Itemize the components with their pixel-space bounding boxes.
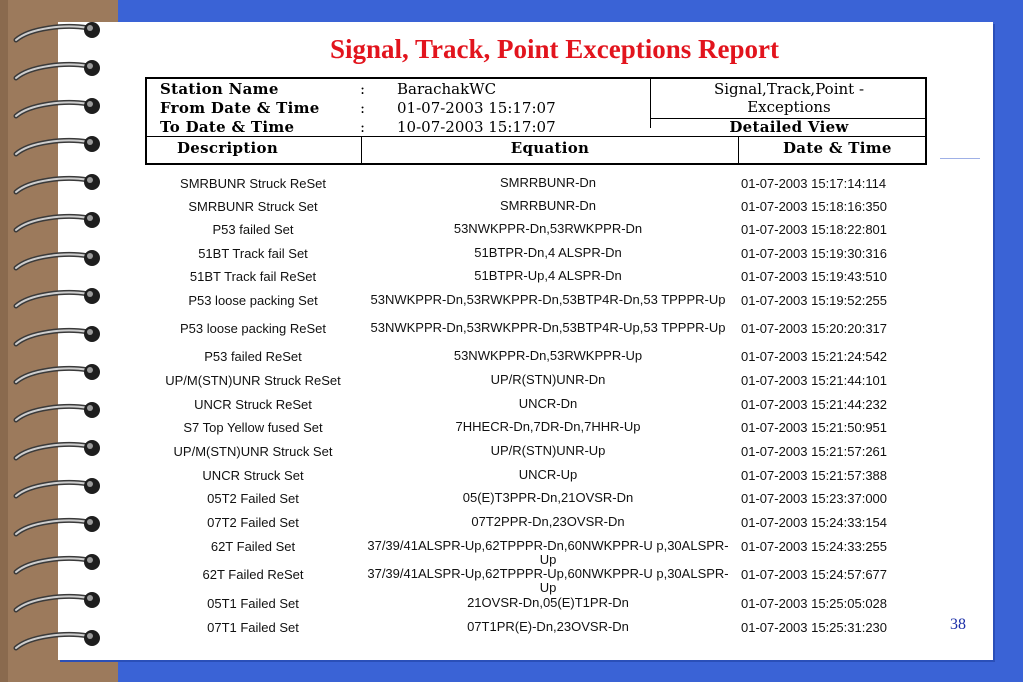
report-type-line1: Signal,Track,Point -: [713, 80, 865, 98]
row-datetime: 01-07-2003 15:19:52:255: [741, 293, 888, 308]
row-equation: UP/R(STN)UNR-Up: [490, 443, 606, 458]
row-equation: 37/39/41ALSPR-Up,62TPPPR-Up,60NWKPPR-U p,30ALSPR-Up: [367, 566, 729, 595]
row-datetime: 01-07-2003 15:25:05:028: [741, 596, 888, 611]
row-description: 07T1 Failed Set: [207, 620, 299, 635]
station-label: Station Name: [160, 80, 279, 98]
spiral-ring-icon: [10, 170, 100, 200]
spiral-ring-icon: [10, 588, 100, 618]
row-equation: 7HHECR-Dn,7DR-Dn,7HHR-Up: [455, 419, 641, 434]
row-description: SMRBUNR Struck Set: [188, 199, 318, 214]
from-value: 01-07-2003 15:17:07: [397, 99, 556, 117]
row-datetime: 01-07-2003 15:25:31:230: [741, 620, 888, 635]
row-description: 51BT Track fail ReSet: [189, 269, 317, 284]
row-equation: 05(E)T3PPR-Dn,21OVSR-Dn: [462, 490, 634, 505]
report-title: Signal, Track, Point Exceptions Report: [330, 34, 780, 64]
row-equation: 53NWKPPR-Dn,53RWKPPR-Up: [453, 348, 643, 363]
row-description: 05T1 Failed Set: [207, 596, 299, 611]
row-equation: 53NWKPPR-Dn,53RWKPPR-Dn: [453, 221, 643, 236]
header-divider-h2: [147, 136, 927, 137]
spiral-ring-icon: [10, 550, 100, 580]
spiral-ring-icon: [10, 360, 100, 390]
row-description: UP/M(STN)UNR Struck Set: [173, 444, 333, 459]
row-description: 07T2 Failed Set: [207, 515, 299, 530]
row-datetime: 01-07-2003 15:18:22:801: [741, 222, 888, 237]
to-sep: :: [360, 118, 366, 136]
header-divider-v3: [738, 136, 739, 165]
row-equation: 07T1PR(E)-Dn,23OVSR-Dn: [467, 619, 629, 634]
row-datetime: 01-07-2003 15:24:57:677: [741, 567, 888, 582]
spiral-ring-icon: [10, 284, 100, 314]
row-description: P53 loose packing ReSet: [180, 321, 326, 336]
row-datetime: 01-07-2003 15:18:16:350: [741, 199, 888, 214]
spiral-ring-icon: [10, 436, 100, 466]
row-datetime: 01-07-2003 15:24:33:255: [741, 539, 888, 554]
decorative-line: [940, 158, 980, 159]
spiral-ring-icon: [10, 246, 100, 276]
spiral-ring-icon: [10, 208, 100, 238]
spiral-ring-icon: [10, 94, 100, 124]
report-type-line2: Exceptions: [747, 98, 831, 116]
row-datetime: 01-07-2003 15:21:57:261: [741, 444, 888, 459]
row-description: SMRBUNR Struck ReSet: [180, 176, 326, 191]
spiral-ring-icon: [10, 512, 100, 542]
row-equation: 51BTPR-Up,4 ALSPR-Dn: [474, 268, 622, 283]
spiral-ring-icon: [10, 56, 100, 86]
row-equation: UNCR-Dn: [518, 396, 578, 411]
row-equation: 53NWKPPR-Dn,53RWKPPR-Dn,53BTP4R-Up,53 TPPPR-Up: [370, 320, 726, 335]
row-equation: 07T2PPR-Dn,23OVSR-Dn: [471, 514, 625, 529]
row-description: 05T2 Failed Set: [207, 491, 299, 506]
row-equation: 51BTPR-Dn,4 ALSPR-Dn: [474, 245, 622, 260]
row-equation: SMRRBUNR-Dn: [499, 198, 597, 213]
report-header-box: [145, 77, 927, 165]
col-header-description: Description: [177, 139, 279, 157]
row-description: UP/M(STN)UNR Struck ReSet: [165, 373, 341, 388]
view-mode: Detailed View: [729, 118, 849, 136]
spiral-ring-icon: [10, 322, 100, 352]
row-description: P53 failed Set: [212, 222, 294, 237]
row-datetime: 01-07-2003 15:21:24:542: [741, 349, 888, 364]
row-datetime: 01-07-2003 15:21:44:232: [741, 397, 888, 412]
spiral-ring-icon: [10, 398, 100, 428]
row-description: UNCR Struck ReSet: [194, 397, 312, 412]
row-datetime: 01-07-2003 15:17:14:114: [741, 176, 887, 191]
row-datetime: 01-07-2003 15:21:44:101: [741, 373, 888, 388]
spiral-ring-icon: [10, 626, 100, 656]
binding-edge: [0, 0, 8, 682]
spiral-ring-icon: [10, 132, 100, 162]
from-sep: :: [360, 99, 366, 117]
row-datetime: 01-07-2003 15:24:33:154: [741, 515, 888, 530]
row-datetime: 01-07-2003 15:21:50:951: [741, 420, 888, 435]
row-description: 62T Failed Set: [210, 539, 296, 554]
row-equation: 37/39/41ALSPR-Up,62TPPPR-Dn,60NWKPPR-U p,30ALSPR-Up: [367, 538, 729, 567]
row-description: UNCR Struck Set: [202, 468, 304, 483]
to-label: To Date & Time: [160, 118, 295, 136]
station-sep: :: [360, 80, 366, 98]
row-description: 62T Failed ReSet: [202, 567, 304, 582]
row-description: P53 failed ReSet: [204, 349, 302, 364]
to-value: 10-07-2003 15:17:07: [397, 118, 556, 136]
row-datetime: 01-07-2003 15:19:30:316: [741, 246, 888, 261]
row-description: S7 Top Yellow fused Set: [183, 420, 323, 435]
page-number: 38: [950, 616, 966, 633]
col-header-equation: Equation: [510, 139, 590, 157]
row-equation: 53NWKPPR-Dn,53RWKPPR-Dn,53BTP4R-Dn,53 TPPPR-Up: [370, 292, 726, 307]
row-equation: UNCR-Up: [518, 467, 578, 482]
row-datetime: 01-07-2003 15:23:37:000: [741, 491, 888, 506]
from-label: From Date & Time: [160, 99, 320, 117]
station-value: BarachakWC: [397, 80, 497, 98]
row-description: P53 loose packing Set: [188, 293, 318, 308]
row-datetime: 01-07-2003 15:21:57:388: [741, 468, 888, 483]
row-equation: 21OVSR-Dn,05(E)T1PR-Dn: [467, 595, 629, 610]
row-description: 51BT Track fail Set: [198, 246, 308, 261]
row-datetime: 01-07-2003 15:19:43:510: [741, 269, 888, 284]
row-equation: SMRRBUNR-Dn: [499, 175, 597, 190]
row-equation: UP/R(STN)UNR-Dn: [490, 372, 606, 387]
col-header-datetime: Date & Time: [783, 139, 892, 157]
row-datetime: 01-07-2003 15:20:20:317: [741, 321, 888, 336]
spiral-ring-icon: [10, 18, 100, 48]
spiral-ring-icon: [10, 474, 100, 504]
